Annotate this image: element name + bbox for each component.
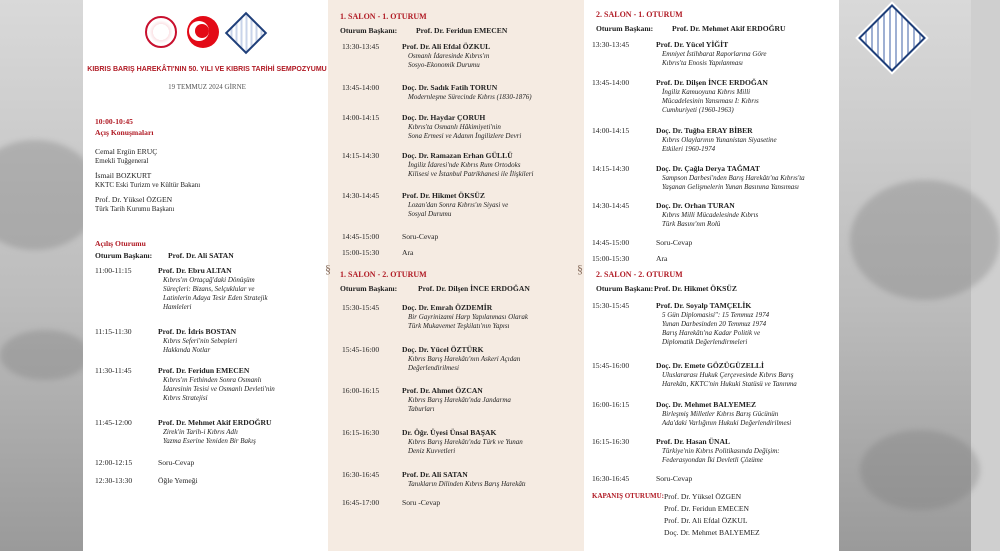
session-time: 15:30-15:45	[592, 301, 630, 310]
paper-title: Kıbrıs'ta Osmanlı Hâkimiyeti'nin	[408, 123, 501, 131]
break-label: Öğle Yemeği	[158, 476, 198, 485]
session-title: Açılış Oturumu	[95, 239, 146, 248]
speaker-name: Prof. Dr. Ali SATAN	[402, 470, 468, 479]
session-time: 15:30-15:45	[342, 303, 380, 312]
paper-title: Hakkında Notlar	[163, 346, 211, 354]
program-panel-right	[584, 0, 839, 551]
session-title: 2. SALON - 1. OTURUM	[596, 10, 683, 19]
session-time: 16:00-16:15	[342, 386, 380, 395]
paper-title: Tanıkların Dilinden Kıbrıs Barış Harekâtı	[408, 480, 526, 488]
paper-title: Süreçleri: Bizans, Selçuklular ve	[163, 285, 255, 293]
paper-title: Yunan Darbesinden 20 Temmuz 1974	[662, 320, 767, 328]
speaker-name: Doç. Dr. Haydar ÇORUH	[402, 113, 486, 122]
speaker-name: Doç. Dr. Emete GÖZÜGÜZELLİ	[656, 361, 764, 370]
paper-title: Yazma Eserine Yeniden Bir Bakış	[163, 437, 256, 445]
break-label: Soru -Cevap	[402, 498, 441, 507]
paper-title: Sona Ermesi ve Adanın İngilizlere Devri	[408, 132, 522, 140]
chair-label: Oturum Başkanı:	[596, 24, 654, 33]
speaker-name: Doç. Dr. Yücel ÖZTÜRK	[402, 345, 484, 354]
session-time: 14:00-14:15	[592, 126, 630, 135]
paper-title: Lozan'dan Sonra Kıbrıs'ın Siyasi ve	[408, 201, 509, 209]
speaker-role: Emekli Tuğgeneral	[95, 157, 149, 165]
paper-title: Kilisesi ve İstanbul Patrikhanesi ile İlişkileri	[408, 170, 534, 178]
session-time: 14:45-15:00	[592, 238, 630, 247]
paper-title: Deniz Kuvvetleri	[408, 447, 456, 455]
paper-title: Harekâtı, KKTC'nin Hukuki Statüsü ve Tanınma	[662, 380, 797, 388]
session-time: 16:15-16:30	[592, 437, 630, 446]
speaker-name: Prof. Dr. Hikmet ÖKSÜZ	[402, 191, 485, 200]
paper-title: Zirek'in Tarih-i Kıbrıs Adlı	[163, 428, 238, 436]
session-time: 11:00-11:15	[95, 266, 132, 275]
session-time: 14:45-15:00	[342, 232, 380, 241]
chair-label: Oturum Başkanı:	[340, 26, 398, 35]
paper-title: Federasyondan İki Devletli Çözüme	[662, 456, 763, 464]
speaker-name: Prof. Dr. Mehmet Akif ERDOĞRU	[158, 418, 272, 427]
session-time: 12:00-12:15	[95, 458, 133, 467]
speaker-name: Prof. Dr. Ebru ALTAN	[158, 266, 232, 275]
chair-name: Prof. Dr. Feridun EMECEN	[416, 26, 508, 35]
symposium-title: KIBRIS BARIŞ HAREKÂTI'NIN 50. YILI VE KIBRIS TARİHİ SEMPOZYUMU	[87, 66, 327, 73]
session-time: 14:30-14:45	[342, 191, 380, 200]
paper-title: Barış Harekâtı'na Kadar Politik ve	[662, 329, 761, 337]
chair-label: Oturum Başkanı:	[340, 284, 398, 293]
paper-title: Kıbrıs Olaylarının Yunanistan Siyasetine	[662, 136, 777, 144]
paper-title: Kıbrıs Milli Mücadelesinde Kıbrıs	[662, 211, 759, 219]
speaker-name: Doç. Dr. Tuğba ERAY BİBER	[656, 126, 753, 135]
paper-title: Birleşmiş Milletler Kıbrıs Barış Gücünün	[662, 410, 779, 418]
session-time: 11:15-11:30	[95, 327, 132, 336]
turkish-flag-icon	[187, 16, 219, 48]
paper-title: Ada'daki Varlığının Hukuki Değerlendirilmesi	[662, 419, 792, 427]
speaker-name: Prof. Dr. Ali Efdal ÖZKUL	[402, 42, 491, 51]
session-time: 13:45-14:00	[592, 78, 630, 87]
paper-title: Türk Mukavemet Teşkilatı'nın Yapısı	[408, 322, 510, 330]
session-time: 15:00-15:30	[342, 248, 380, 257]
speaker-name: Doç. Dr. Orhan TURAN	[656, 201, 735, 210]
speaker-name: Prof. Dr. Dilşen İNCE ERDOĞAN	[656, 78, 768, 87]
session-time: 14:30-14:45	[592, 201, 630, 210]
paper-title: Yaşanan Gelişmelerin Yunan Basınına Yansıması	[662, 183, 799, 191]
session-title: 2. SALON - 2. OTURUM	[596, 270, 683, 279]
speaker-name: Doç. Dr. Sadık Fatih TORUN	[402, 83, 498, 92]
session-time: 14:15-14:30	[342, 151, 380, 160]
session-time: 11:30-11:45	[95, 366, 132, 375]
break-label: Soru-Cevap	[158, 458, 195, 467]
session-time: 11:45-12:00	[95, 418, 132, 427]
speaker-name: Doç. Dr. Çağla Derya TAĞMAT	[656, 164, 760, 173]
speaker-role: KKTC Eski Turizm ve Kültür Bakanı	[95, 181, 201, 189]
ornament-icon: §	[325, 262, 331, 276]
paper-title: Bir Gayrinizami Harp Yapılanması Olarak	[408, 313, 528, 321]
speaker-name: Prof. Dr. Hasan ÜNAL	[656, 437, 731, 446]
session-time: 16:30-16:45	[342, 470, 380, 479]
chair-name: Prof. Dr. Hikmet ÖKSÜZ	[654, 284, 737, 293]
paper-title: Sosyal Durumu	[408, 210, 452, 218]
session-title: 1. SALON - 1. OTURUM	[340, 12, 427, 21]
break-label: Soru-Cevap	[656, 238, 693, 247]
paper-title: Kıbrıs'ta Enosis Yapılanması	[662, 59, 743, 67]
paper-title: İngiliz Kamuoyuna Kıbrıs Milli	[662, 88, 751, 96]
paper-title: Sampson Darbesi'nden Barış Harekâtı'na Kıbrıs'ta	[662, 174, 805, 182]
speaker-name: İsmail BOZKURT	[95, 171, 152, 180]
chair-label: Oturum Başkanı:	[596, 284, 654, 293]
logo-row	[145, 16, 263, 50]
paper-title: Değerlendirilmesi	[408, 364, 459, 372]
paper-title: Sosyo-Ekonomik Durumu	[408, 61, 480, 69]
speaker-name: Prof. Dr. Yüksel ÖZGEN	[95, 195, 173, 204]
paper-title: Latinlerin Adaya Tesir Eden Stratejik	[163, 294, 268, 302]
break-label: Soru-Cevap	[402, 232, 439, 241]
session-time: 13:45-14:00	[342, 83, 380, 92]
closing-name: Prof. Dr. Ali Efdal ÖZKUL	[664, 516, 748, 525]
speaker-name: Prof. Dr. Feridun EMECEN	[158, 366, 250, 375]
ornament-icon: §	[577, 262, 583, 276]
paper-title: Kıbrıs Barış Harekâtı'nın Askeri Açıdan	[408, 355, 521, 363]
speaker-name: Doç. Dr. Mehmet BALYEMEZ	[656, 400, 757, 409]
paper-title: Etkileri 1960-1974	[662, 145, 716, 153]
speaker-name: Prof. Dr. Ahmet ÖZCAN	[402, 386, 483, 395]
closing-name: Doç. Dr. Mehmet BALYEMEZ	[664, 528, 760, 537]
opening-title: Açış Konuşmaları	[95, 128, 154, 137]
paper-title: İdaresinin Tesisi ve Osmanlı Devleti'nin	[163, 385, 275, 393]
paper-title: Diplomatik Değerlendirmeleri	[662, 338, 748, 346]
session-time: 16:15-16:30	[342, 428, 380, 437]
session-time: 15:00-15:30	[592, 254, 630, 263]
speaker-name: Doç. Dr. Emrah ÖZDEMİR	[402, 303, 493, 312]
speaker-role: Türk Tarih Kurumu Başkanı	[95, 205, 175, 213]
ministry-logo-icon	[145, 16, 177, 48]
paper-title: Türk Basını'nın Rolü	[662, 220, 721, 228]
closing-name: Prof. Dr. Feridun EMECEN	[664, 504, 750, 513]
closing-name: Prof. Dr. Yüksel ÖZGEN	[664, 492, 742, 501]
paper-title: Kıbrıs Barış Harekâtı'nda Jandarma	[408, 396, 511, 404]
paper-title: Kıbrıs'ın Fethinden Sonra Osmanlı	[163, 376, 262, 384]
paper-title: Hamleleri	[163, 303, 192, 311]
session-time: 12:30-13:30	[95, 476, 133, 485]
session-time: 14:00-14:15	[342, 113, 380, 122]
session-time: 15:45-16:00	[342, 345, 380, 354]
session-time: 16:30-16:45	[592, 474, 630, 483]
session-time: 14:15-14:30	[592, 164, 630, 173]
break-label: Ara	[656, 254, 668, 263]
speaker-name: Prof. Dr. Yücel YİĞİT	[656, 40, 729, 49]
session-time: 16:00-16:15	[592, 400, 630, 409]
ttk-logo-icon	[225, 12, 267, 54]
speaker-name: Cemal Ergün ERUÇ	[95, 147, 158, 156]
chair-name: Prof. Dr. Dilşen İNCE ERDOĞAN	[418, 284, 530, 293]
paper-title: Kıbrıs Barış Harekâtı'nda Türk ve Yunan	[408, 438, 523, 446]
paper-title: Mücadelesinin Yansıması I: Kıbrıs	[662, 97, 759, 105]
break-label: Soru-Cevap	[656, 474, 693, 483]
closing-label: KAPANIŞ OTURUMU:	[592, 492, 665, 500]
paper-title: Uluslararası Hukuk Çerçevesinde Kıbrıs Barış	[662, 371, 794, 379]
paper-title: Kıbrıs'ın Ortaçağ'daki Dönüşüm	[163, 276, 255, 284]
break-label: Ara	[402, 248, 414, 257]
paper-title: Cumhuriyeti (1960-1963)	[662, 106, 734, 114]
opening-time: 10:00-10:45	[95, 117, 133, 126]
paper-title: Türkiye'nin Kıbrıs Politikasında Değişim:	[662, 447, 780, 455]
session-time: 16:45-17:00	[342, 498, 380, 507]
chair-label: Oturum Başkanı:	[95, 251, 153, 260]
symposium-date: 19 TEMMUZ 2024 GİRNE	[168, 83, 246, 91]
program-panel-middle	[325, 0, 584, 551]
speaker-name: Doç. Dr. Ramazan Erhan GÜLLÜ	[402, 151, 513, 160]
paper-title: Osmanlı İdaresinde Kıbrıs'ın	[408, 52, 490, 60]
paper-title: Kıbrıs Stratejisi	[163, 394, 208, 402]
program-panel-left	[83, 0, 328, 551]
paper-title: 5 Gün Diplomasisi": 15 Temmuz 1974	[662, 311, 770, 319]
paper-title: Modernleşme Sürecinde Kıbrıs (1830-1876)	[408, 93, 532, 101]
speaker-name: Dr. Öğr. Üyesi Ünsal BAŞAK	[402, 428, 497, 437]
session-time: 13:30-13:45	[342, 42, 380, 51]
paper-title: İngiliz İdaresi'nde Kıbrıs Rum Ortodoks	[408, 161, 521, 169]
speaker-name: Prof. Dr. Soyalp TAMÇELİK	[656, 301, 752, 310]
session-time: 15:45-16:00	[592, 361, 630, 370]
chair-name: Prof. Dr. Mehmet Akif ERDOĞRU	[672, 24, 786, 33]
paper-title: Emniyet İstihbarat Raporlarına Göre	[662, 50, 767, 58]
session-title: 1. SALON - 2. OTURUM	[340, 270, 427, 279]
chair-name: Prof. Dr. Ali SATAN	[168, 251, 234, 260]
paper-title: Taburları	[408, 405, 435, 413]
speaker-name: Prof. Dr. İdris BOSTAN	[158, 327, 237, 336]
paper-title: Kıbrıs Seferi'nin Sebepleri	[163, 337, 238, 345]
session-time: 13:30-13:45	[592, 40, 630, 49]
